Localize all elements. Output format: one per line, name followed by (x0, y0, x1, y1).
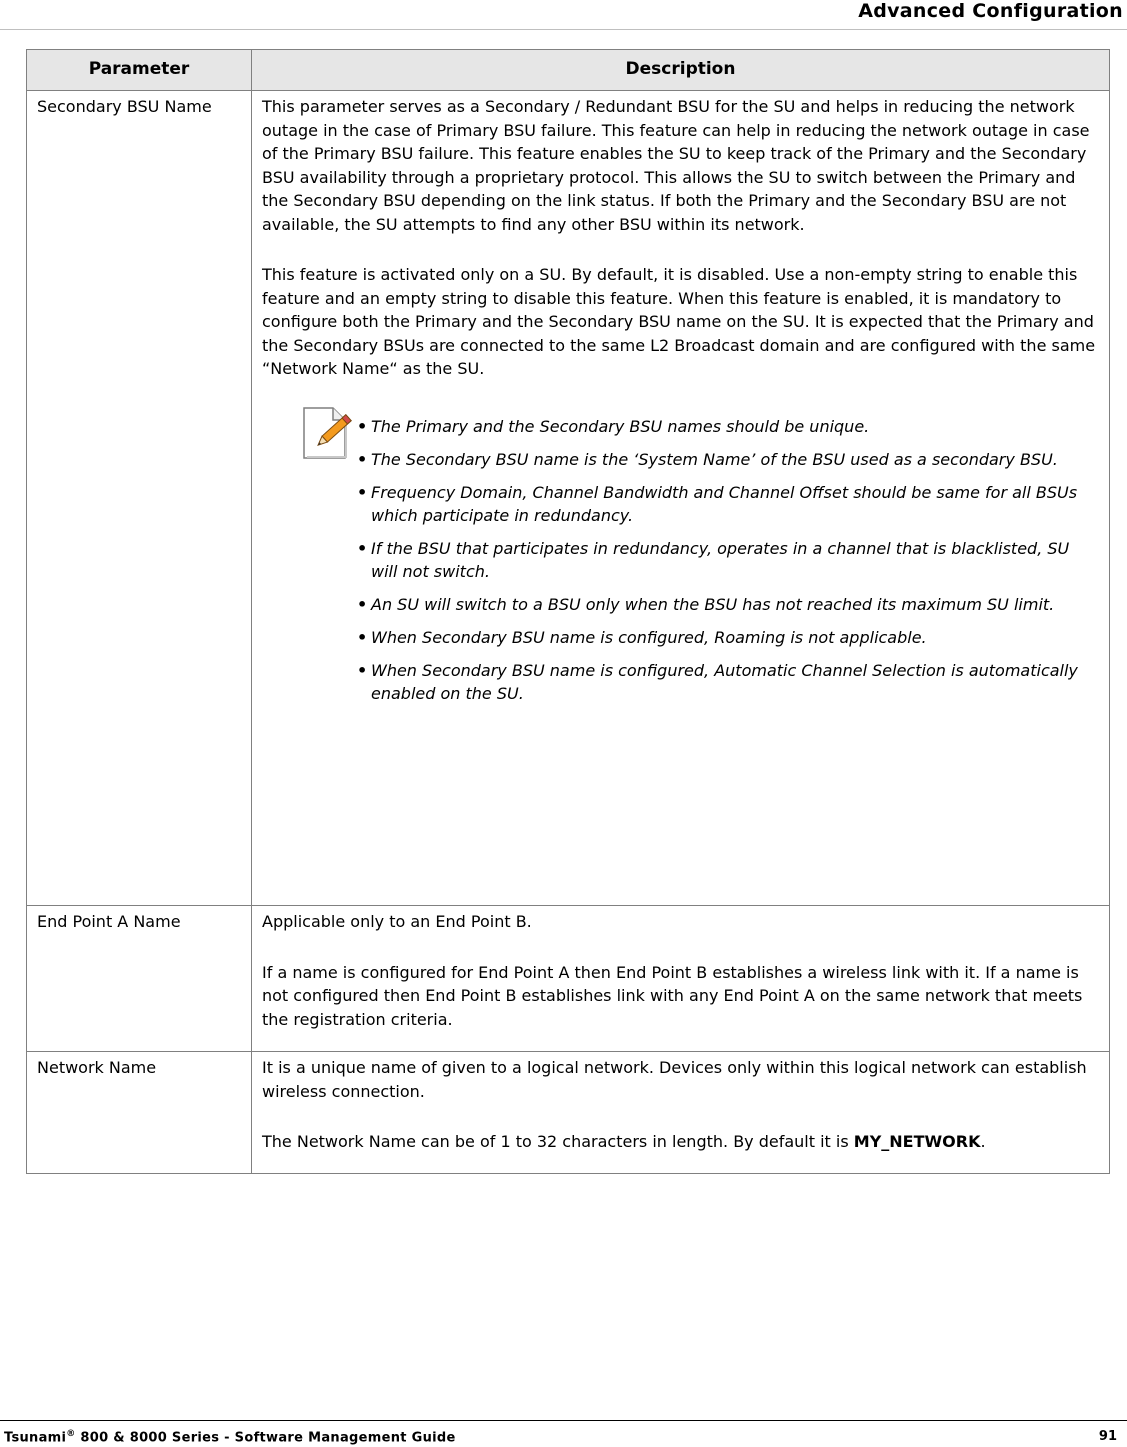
table-header-row (27, 50, 1110, 91)
parameter-name: End Point A Name (27, 906, 252, 1052)
footer-guide-title (4, 1429, 456, 1445)
description-paragraph: It is a unique name of given to a logical network. Devices only within this logical network can establish wireless connection. (262, 1058, 1087, 1101)
registered-mark: ® (66, 1429, 76, 1439)
page-header-title: Advanced Configuration (858, 0, 1123, 22)
parameter-name: Network Name (27, 1052, 252, 1174)
footer-product: Tsunami (4, 1430, 67, 1446)
table-row (27, 91, 1110, 906)
note-item: • If the BSU that participates in redundancy, operates in a channel that is blacklisted, SU will not switch. (357, 537, 1097, 583)
description-paragraph: This parameter serves as a Secondary / Redundant BSU for the SU and helps in reducing the network outage in the case of Primary BSU failure. This feature can help in reducing the network outage in case of the Primary BSU failure. This feature enables the SU to keep track of the Primary and the Secondary BSU availability through a proprietary protocol. This allows the SU to switch between the Primary and the Secondary BSU depending on the link status. If both the Primary and the Secondary BSU are not available, the SU attempts to find any other BSU within its network. (262, 97, 1090, 234)
parameter-description (252, 91, 1110, 906)
note-item: • When Secondary BSU name is configured, Roaming is not applicable. (357, 626, 1097, 649)
page-number: 91 (1098, 1429, 1117, 1444)
note-pencil-icon (300, 405, 352, 461)
default-text: The Network Name can be of 1 to 32 characters in length. By default it is (262, 1132, 854, 1151)
note-item: • When Secondary BSU name is configured, Automatic Channel Selection is automatically enabled on the SU. (357, 659, 1097, 705)
header-divider (0, 29, 1127, 30)
parameter-table (26, 49, 1110, 1174)
parameter-description (252, 1052, 1110, 1174)
parameter-name: Secondary BSU Name (27, 91, 252, 906)
note-item: • The Primary and the Secondary BSU names should be unique. (357, 415, 1097, 438)
default-value: MY_NETWORK (853, 1132, 981, 1151)
description-paragraph: If a name is configured for End Point A then End Point B establishes a wireless link with it. If a name is not configured then End Point B establishes link with any End Point A on the same network that meets the registration criteria. (262, 962, 1083, 1029)
table-row (27, 906, 1110, 1052)
footer-guide-name: 800 & 8000 Series - Software Management Guide (75, 1430, 456, 1446)
note-item: • The Secondary BSU name is the ‘System Name’ of the BSU used as a secondary BSU. (357, 448, 1097, 471)
description-paragraph (262, 1130, 1097, 1154)
note-list (357, 415, 1097, 705)
parameter-description (252, 906, 1110, 1052)
column-header-description: Description (252, 50, 1110, 91)
note-block (262, 415, 1097, 705)
description-paragraph: Applicable only to an End Point B. (262, 912, 532, 931)
table-row (27, 1052, 1110, 1174)
column-header-parameter: Parameter (27, 50, 252, 91)
note-item: • Frequency Domain, Channel Bandwidth and Channel Offset should be same for all BSUs which participate in redundancy. (357, 481, 1097, 527)
footer-divider (0, 1420, 1127, 1421)
note-item: • An SU will switch to a BSU only when the BSU has not reached its maximum SU limit. (357, 593, 1097, 616)
description-paragraph: This feature is activated only on a SU. By default, it is disabled. Use a non-empty string to enable this feature and an empty string to disable this feature. When this feature is enabled, it is mandatory to configure both the Primary and the Secondary BSU name on the SU. It is expected that the Primary and the Secondary BSUs are connected to the same L2 Broadcast domain and are configured with the same “Network Name“ as the SU. (262, 265, 1096, 378)
default-suffix: . (980, 1132, 986, 1151)
